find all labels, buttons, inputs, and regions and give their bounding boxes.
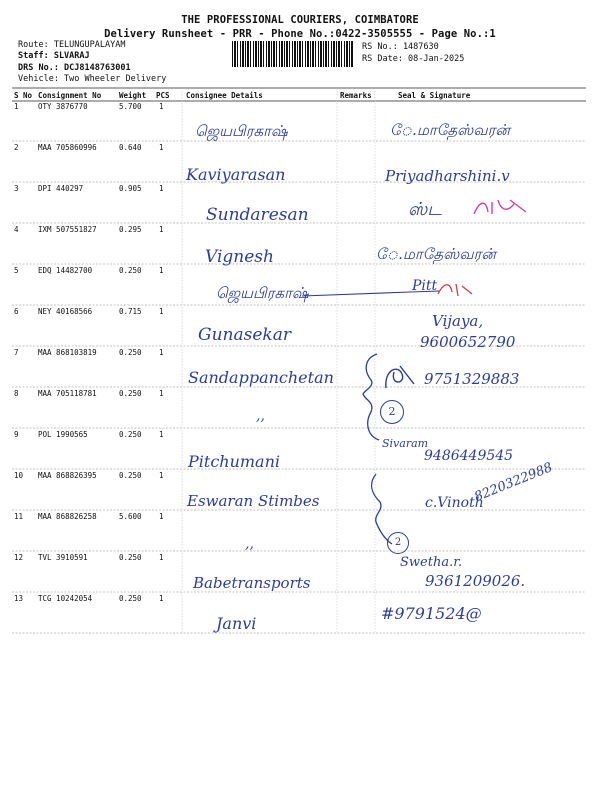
row-pcs: 1	[159, 143, 164, 152]
company-title: THE PROFESSIONAL COURIERS, COIMBATORE	[181, 14, 419, 26]
header-seal: Seal & Signature	[398, 91, 471, 100]
signature-9-phone: 9486449545	[424, 448, 514, 464]
row-weight: 0.250	[119, 594, 142, 603]
circle-mark-7: 2	[380, 400, 404, 424]
row-sno: 12	[14, 553, 24, 562]
row-sno: 3	[14, 184, 19, 193]
header-pcs: PCS	[156, 91, 170, 100]
row-weight: 0.715	[119, 307, 142, 316]
row-pcs: 1	[159, 389, 164, 398]
circle-mark-11: 2	[387, 532, 409, 554]
row-pcs: 1	[159, 430, 164, 439]
row-sno: 6	[14, 307, 19, 316]
staff-label: Staff: SLVARAJ	[18, 51, 90, 61]
handwritten-consignee-4: Vignesh	[205, 247, 274, 267]
row-pcs: 1	[159, 307, 164, 316]
signature-9-name: Sivaram	[382, 437, 429, 450]
row-consignment: NEY 40168566	[38, 307, 93, 316]
row-pcs: 1	[159, 225, 164, 234]
row-consignment: OTY 3876770	[38, 102, 88, 111]
signature-7-phone: 9751329883	[424, 370, 520, 388]
signature-3-pink-mark	[470, 196, 530, 220]
row-pcs: 1	[159, 512, 164, 521]
row-weight: 0.250	[119, 430, 142, 439]
row-consignment: MAA 705860996	[38, 143, 97, 152]
handwritten-consignee-10: Eswaran Stimbes	[187, 492, 320, 510]
row-sno: 8	[14, 389, 19, 398]
row-weight: 5.600	[119, 512, 142, 521]
signature-2: Priyadharshini.v	[385, 167, 510, 185]
vehicle-label: Vehicle: Two Wheeler Delivery	[18, 74, 167, 84]
handwritten-consignee-5: ஜெயபிரகாஷ்	[216, 284, 309, 302]
row-weight: 0.640	[119, 143, 142, 152]
row-consignment: TVL 3910591	[38, 553, 88, 562]
row-pcs: 1	[159, 594, 164, 603]
row-sno: 1	[14, 102, 19, 111]
row-pcs: 1	[159, 553, 164, 562]
row-weight: 0.250	[119, 471, 142, 480]
runsheet-subtitle: Delivery Runsheet - PRR - Phone No.:0422-3505555 - Page No.:1	[104, 28, 496, 40]
rs-date: RS Date: 08-Jan-2025	[362, 54, 465, 64]
handwritten-consignee-6: Gunasekar	[198, 325, 291, 345]
row-weight: 0.250	[119, 389, 142, 398]
row-consignment: TCG 10242054	[38, 594, 93, 603]
row-weight: 0.250	[119, 348, 142, 357]
row-weight: 0.905	[119, 184, 142, 193]
row-sno: 9	[14, 430, 19, 439]
row-sno: 11	[14, 512, 24, 521]
signature-12-name: Swetha.r.	[400, 555, 463, 570]
signature-5-red-mark	[436, 280, 476, 300]
row-sno: 4	[14, 225, 19, 234]
row-consignment: POL 1990565	[38, 430, 88, 439]
signature-10-name: c.Vinoth	[425, 495, 484, 511]
row-consignment: MAA 868103819	[38, 348, 97, 357]
row-sno: 13	[14, 594, 24, 603]
signature-1: ே.மாதேஸ்வரன்	[390, 121, 510, 139]
row-pcs: 1	[159, 102, 164, 111]
signature-3: ஸ்ட	[408, 199, 442, 220]
handwritten-consignee-1: ஜெயபிரகாஷ்	[195, 122, 288, 140]
row-pcs: 1	[159, 471, 164, 480]
signature-4: ே.மாதேஸ்வரன்	[376, 245, 496, 263]
signature-6-name: Vijaya,	[432, 312, 484, 330]
handwritten-consignee-8: ,,	[256, 408, 265, 424]
row-weight: 5.700	[119, 102, 142, 111]
route-label: Route: TELUNGUPALAYAM	[18, 40, 126, 50]
row-consignment: IXM 507551827	[38, 225, 97, 234]
row-weight: 0.295	[119, 225, 142, 234]
row-sno: 5	[14, 266, 19, 275]
handwritten-consignee-3: Sundaresan	[206, 205, 309, 225]
drs-label: DRS No.: DCJ8148763001	[18, 63, 131, 73]
signature-5: Pitt	[412, 278, 438, 294]
signature-12-phone: 9361209026.	[425, 572, 526, 590]
row-consignment: MAA 868826258	[38, 512, 97, 521]
handwritten-consignee-7: Sandappanchetan	[188, 368, 334, 387]
handwritten-consignee-13: Janvi	[216, 614, 257, 633]
row-pcs: 1	[159, 184, 164, 193]
row-pcs: 1	[159, 348, 164, 357]
header-consignee: Consignee Details	[186, 91, 263, 100]
row-consignment: MAA 705118781	[38, 389, 97, 398]
row-pcs: 1	[159, 266, 164, 275]
handwritten-consignee-9: Pitchumani	[188, 452, 281, 471]
row-sno: 2	[14, 143, 19, 152]
row-sno: 7	[14, 348, 19, 357]
header-weight: Weight	[119, 91, 147, 100]
header-consignment: Consignment No	[38, 91, 102, 100]
row-consignment: DPI 440297	[38, 184, 84, 193]
header-sno: S No	[14, 91, 33, 100]
row-weight: 0.250	[119, 553, 142, 562]
rs-number: RS No.: 1487630	[362, 42, 439, 52]
signature-6-phone: 9600652790	[420, 333, 516, 351]
handwritten-consignee-2: Kaviyarasan	[186, 165, 286, 184]
header-remarks: Remarks	[340, 91, 372, 100]
row-sno: 10	[14, 471, 24, 480]
signature-10-phone: 8220322988	[472, 460, 555, 505]
row-weight: 0.250	[119, 266, 142, 275]
row-consignment: MAA 868826395	[38, 471, 97, 480]
signature-13: #9791524@	[381, 604, 482, 623]
row-consignment: EDQ 14482700	[38, 266, 93, 275]
handwritten-consignee-12: Babetransports	[193, 574, 311, 592]
signature-7-scribble	[380, 360, 420, 394]
handwritten-consignee-11: ,,	[245, 536, 254, 552]
